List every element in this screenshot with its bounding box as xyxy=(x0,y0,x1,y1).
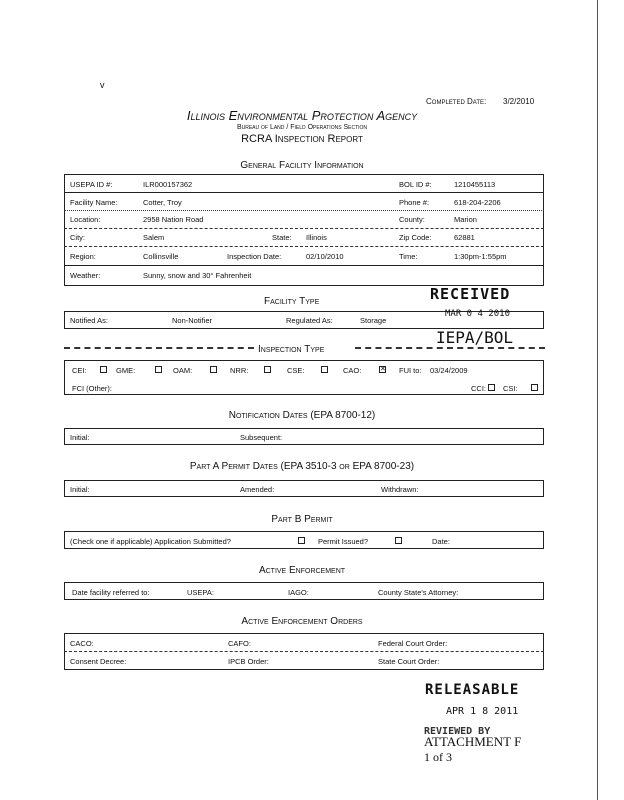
application-submitted-checkbox[interactable] xyxy=(298,537,305,544)
nrr-label: NRR: xyxy=(230,366,249,375)
bol-id-value: 1210455113 xyxy=(454,180,496,189)
permit-issued-label: Permit Issued? xyxy=(318,537,369,546)
inspection-type-heading: Inspection Type xyxy=(258,344,325,355)
caco-label: CACO: xyxy=(70,639,94,648)
referred-label: Date facility referred to: xyxy=(72,588,150,597)
cci-checkbox[interactable] xyxy=(488,384,495,391)
fui-label: FUI to: xyxy=(399,366,422,375)
notified-as-value: Non-Notifier xyxy=(172,316,213,325)
phone-label: Phone #: xyxy=(399,198,430,207)
cao-label: CAO: xyxy=(343,366,362,375)
phone-value: 618-204-2206 xyxy=(454,198,501,207)
facility-name-label: Facility Name: xyxy=(70,198,118,207)
csi-label: CSI: xyxy=(503,384,518,393)
fui-value: 03/24/2009 xyxy=(430,366,468,375)
facility-type-heading: Facility Type xyxy=(264,296,320,307)
cao-checkbox[interactable]: ✕ xyxy=(380,366,386,373)
part-a-withdrawn-label: Withdrawn: xyxy=(381,485,419,494)
usepa-id-value: ILR000157362 xyxy=(143,180,193,189)
oam-checkbox[interactable] xyxy=(210,366,217,373)
enforcement-orders-heading: Active Enforcement Orders xyxy=(241,616,363,627)
inspection-date-label: Inspection Date: xyxy=(227,252,282,261)
state-label: State: xyxy=(272,233,292,242)
ipcb-order-label: IPCB Order: xyxy=(228,657,269,666)
report-title: RCRA Inspection Report xyxy=(241,133,363,145)
cse-label: CSE: xyxy=(287,366,305,375)
releasable-date-stamp: APR 1 8 2011 xyxy=(446,706,519,717)
notification-subsequent-label: Subsequent: xyxy=(240,433,283,442)
weather-value: Sunny, snow and 30° Fahrenheit xyxy=(143,271,252,280)
part-a-amended-label: Amended: xyxy=(240,485,275,494)
scan-mark: v xyxy=(100,80,105,90)
state-value: Illinois xyxy=(306,233,327,242)
releasable-stamp: RELEASABLE xyxy=(425,682,520,698)
permit-issued-checkbox[interactable] xyxy=(395,537,402,544)
state-court-label: State Court Order: xyxy=(378,657,440,666)
consent-decree-label: Consent Decree: xyxy=(70,657,127,666)
regulated-as-label: Regulated As: xyxy=(286,316,333,325)
iepa-bol-stamp: IEPA/BOL xyxy=(436,328,514,347)
regulated-as-value: Storage xyxy=(360,316,387,325)
notification-initial-label: Initial: xyxy=(70,433,90,442)
general-facility-heading: General Facility Information xyxy=(240,160,364,171)
part-b-check-label: (Check one if applicable) Application Submitted? xyxy=(70,537,231,546)
cci-label: CCI: xyxy=(471,384,486,393)
location-value: 2958 Nation Road xyxy=(143,215,204,224)
cei-checkbox[interactable] xyxy=(100,366,107,373)
cse-checkbox[interactable] xyxy=(321,366,328,373)
usepa-id-label: USEPA ID #: xyxy=(70,180,113,189)
inspection-date-value: 02/10/2010 xyxy=(306,252,344,261)
part-a-initial-label: Initial: xyxy=(70,485,90,494)
county-attorney-label: County State's Attorney: xyxy=(378,588,459,597)
oam-label: OAM: xyxy=(173,366,193,375)
city-label: City: xyxy=(70,233,85,242)
active-enforcement-heading: Active Enforcement xyxy=(258,565,346,576)
bol-id-label: BOL ID #: xyxy=(399,180,432,189)
cafo-label: CAFO: xyxy=(228,639,251,648)
part-a-heading: Part A Permit Dates (EPA 3510-3 or EPA 8700-23) xyxy=(189,461,415,472)
time-label: Time: xyxy=(399,252,418,261)
nrr-checkbox[interactable] xyxy=(264,366,271,373)
received-date-stamp: MAR 0 4 2010 xyxy=(445,309,511,319)
general-info-box xyxy=(64,174,544,286)
time-value: 1:30pm-1:55pm xyxy=(454,252,507,261)
region-value: Collinsville xyxy=(143,252,179,261)
notification-box xyxy=(64,428,544,445)
page-number: 1 of 3 xyxy=(424,750,452,764)
county-value: Marion xyxy=(454,215,477,224)
part-a-box xyxy=(64,480,544,497)
agency-title: Illinois Environmental Protection Agency xyxy=(186,108,418,123)
fci-label: FCI (Other): xyxy=(72,384,113,393)
cei-label: CEI: xyxy=(72,366,87,375)
region-label: Region: xyxy=(70,252,96,261)
facility-name-value: Cotter, Troy xyxy=(143,198,182,207)
enforcement-usepa-label: USEPA: xyxy=(187,588,214,597)
gme-label: GME: xyxy=(116,366,136,375)
enforcement-iago-label: IAGO: xyxy=(288,588,309,597)
attachment-label: ATTACHMENT F xyxy=(424,734,522,749)
csi-checkbox[interactable] xyxy=(531,384,538,391)
bureau-subtitle: Bureau of Land / Field Operations Section xyxy=(236,124,368,131)
location-label: Location: xyxy=(70,215,101,224)
notified-as-label: Notified As: xyxy=(70,316,108,325)
received-stamp: RECEIVED xyxy=(430,285,511,303)
federal-court-label: Federal Court Order: xyxy=(378,639,448,648)
part-b-heading: Part B Permit xyxy=(271,514,333,525)
part-b-date-label: Date: xyxy=(432,537,450,546)
completed-date-value: 3/2/2010 xyxy=(503,97,535,106)
zip-value: 62881 xyxy=(454,233,475,242)
gme-checkbox[interactable] xyxy=(155,366,162,373)
zip-label: Zip Code: xyxy=(399,233,432,242)
scan-edge-line xyxy=(597,0,598,800)
city-value: Salem xyxy=(143,233,165,242)
notification-dates-heading: Notification Dates (EPA 8700-12) xyxy=(228,410,376,421)
completed-date-label: Completed Date: xyxy=(426,97,487,106)
reviewed-stamp: REVIEWED BY xyxy=(424,726,491,737)
weather-label: Weather: xyxy=(70,271,101,280)
county-label: County: xyxy=(399,215,425,224)
